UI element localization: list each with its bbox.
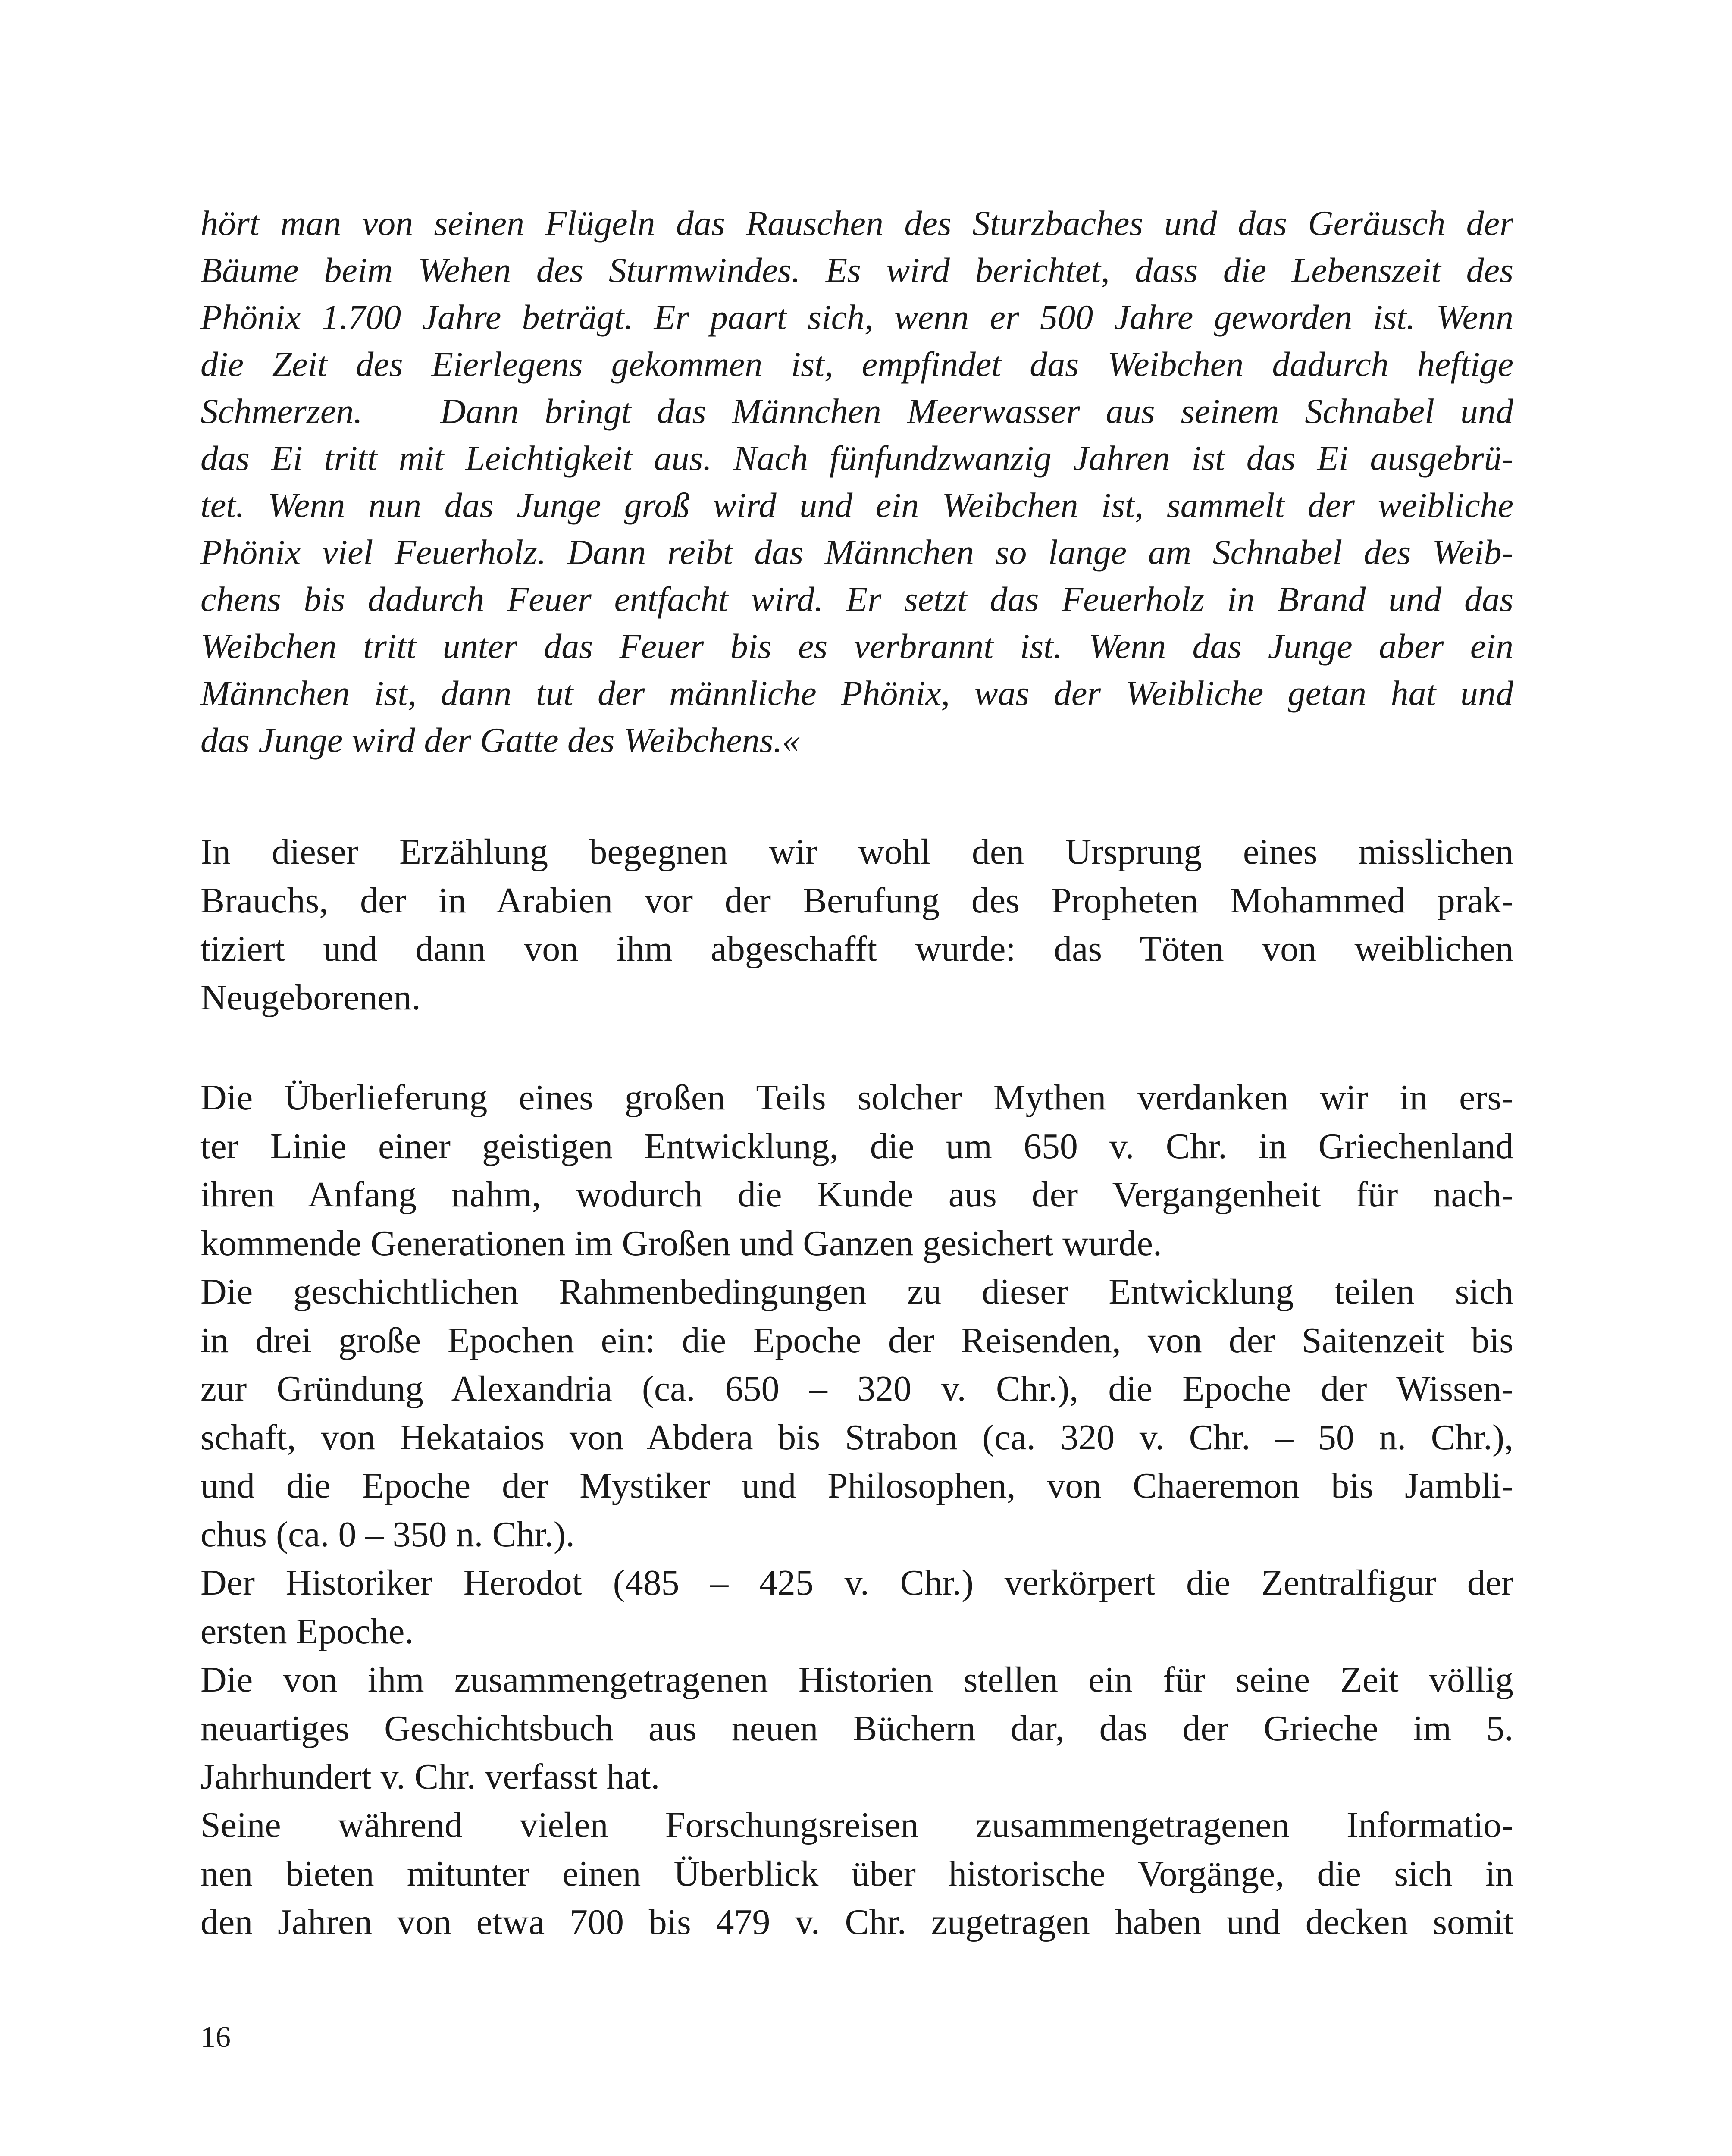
text-line: Die geschichtlichen Rahmenbedingungen zu dieser Entwicklung teilen sich: [200, 1272, 1513, 1312]
text-line: Seine während vielen Forschungsreisen zusammengetragenen Informatio-: [200, 1805, 1513, 1845]
text-line: nen bieten mitunter einen Überblick über historische Vorgänge, die sich in: [200, 1853, 1513, 1894]
text-line: In dieser Erzählung begegnen wir wohl den Ursprung eines misslichen: [200, 832, 1513, 872]
text-line: Phönix viel Feuerholz. Dann reibt das Männchen so lange am Schnabel des Weib-: [200, 533, 1513, 572]
paragraph-epochs: [200, 1268, 1513, 1559]
text-line: das Ei tritt mit Leichtigkeit aus. Nach fünfundzwanzig Jahren ist das Ei ausgebrü-: [200, 439, 1513, 478]
text-line: ter Linie einer geistigen Entwicklung, die um 650 v. Chr. in Griechenland: [200, 1126, 1513, 1166]
text-line: Die von ihm zusammengetragenen Historien stellen ein für seine Zeit völlig: [200, 1660, 1513, 1700]
text-line: ihren Anfang nahm, wodurch die Kunde aus der Vergangenheit für nach-: [200, 1175, 1513, 1215]
text-line: Die Überlieferung eines großen Teils solcher Mythen verdanken wir in ers-: [200, 1078, 1513, 1118]
text-line: Bäume beim Wehen des Sturmwindes. Es wird berichtet, dass die Lebenszeit des: [200, 251, 1513, 290]
text-line: schaft, von Hekataios von Abdera bis Strabon (ca. 320 v. Chr. – 50 n. Chr.),: [200, 1417, 1513, 1457]
text-line: Männchen ist, dann tut der männliche Phönix, was der Weibliche getan hat und: [200, 674, 1513, 713]
text-line: das Junge wird der Gatte des Weibchens.«: [200, 721, 800, 760]
paragraph-tradition: [200, 1074, 1513, 1268]
text-line: tiziert und dann von ihm abgeschafft wurde: das Töten von weiblichen: [200, 929, 1513, 969]
page-number: 16: [200, 2021, 231, 2054]
text-line: chens bis dadurch Feuer entfacht wird. Er setzt das Feuerholz in Brand und das: [200, 580, 1513, 619]
text-line: hört man von seinen Flügeln das Rauschen des Sturzbaches und das Geräusch der: [200, 204, 1513, 243]
text-line: Phönix 1.700 Jahre beträgt. Er paart sich, wenn er 500 Jahre geworden ist. Wenn: [200, 298, 1513, 337]
paragraph-custom-origin: [200, 828, 1513, 1022]
paragraph-research-travels: [200, 1801, 1513, 1947]
quoted-passage: [200, 200, 1513, 764]
text-line: den Jahren von etwa 700 bis 479 v. Chr. zugetragen haben und decken somit: [200, 1902, 1513, 1942]
text-line: Neugeborenen.: [200, 977, 421, 1018]
text-line: zur Gründung Alexandria (ca. 650 – 320 v. Chr.), die Epoche der Wissen-: [200, 1369, 1513, 1409]
paragraph-historien: [200, 1656, 1513, 1802]
text-line: und die Epoche der Mystiker und Philosophen, von Chaeremon bis Jambli-: [200, 1466, 1513, 1506]
text-line: kommende Generationen im Großen und Ganzen gesichert wurde.: [200, 1223, 1162, 1263]
text-line: Der Historiker Herodot (485 – 425 v. Chr.) verkörpert die Zentralfigur der: [200, 1563, 1513, 1603]
text-line: neuartiges Geschichtsbuch aus neuen Büchern dar, das der Grieche im 5.: [200, 1708, 1513, 1749]
text-line: tet. Wenn nun das Junge groß wird und ein Weibchen ist, sammelt der weibliche: [200, 486, 1513, 525]
text-line: Jahrhundert v. Chr. verfasst hat.: [200, 1757, 660, 1797]
text-line: die Zeit des Eierlegens gekommen ist, empfindet das Weibchen dadurch heftige: [200, 345, 1513, 384]
text-line: Schmerzen. Dann bringt das Männchen Meerwasser aus seinem Schnabel und: [200, 392, 1513, 431]
text-line: chus (ca. 0 – 350 n. Chr.).: [200, 1514, 575, 1554]
text-line: ersten Epoche.: [200, 1611, 414, 1651]
text-line: in drei große Epochen ein: die Epoche der Reisenden, von der Saitenzeit bis: [200, 1320, 1513, 1360]
text-line: Weibchen tritt unter das Feuer bis es verbrannt ist. Wenn das Junge aber ein: [200, 627, 1513, 666]
paragraph-herodot: [200, 1559, 1513, 1656]
text-line: Brauchs, der in Arabien vor der Berufung des Propheten Mohammed prak-: [200, 880, 1513, 921]
